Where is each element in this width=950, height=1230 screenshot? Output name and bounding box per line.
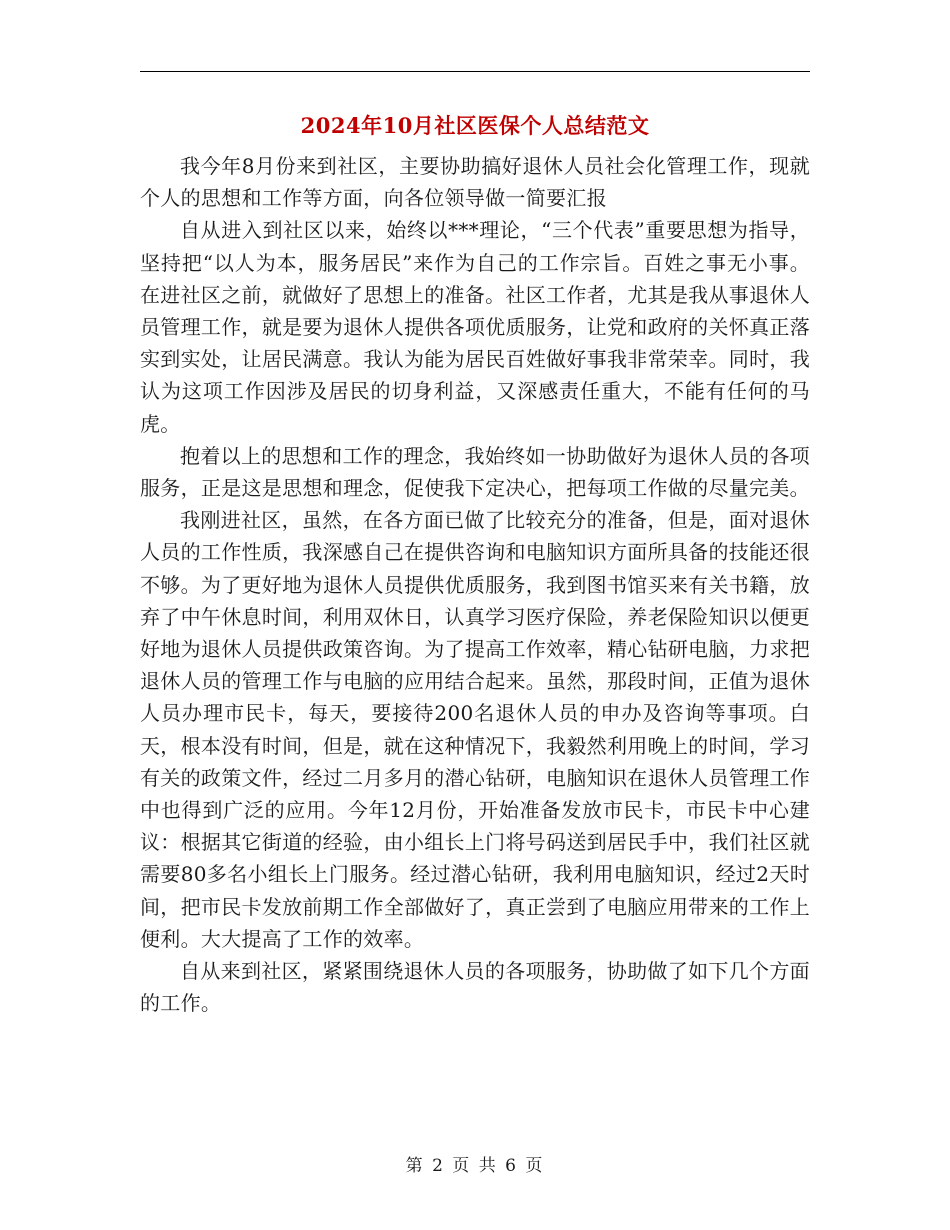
paragraph-3: 抱着以上的思想和工作的理念，我始终如一协助做好为退休人员的各项服务，正是这是思想和理念，促使我下定决心，把每项工作做的尽量完美。 <box>140 443 810 501</box>
paragraph-5: 自从来到社区，紧紧围绕退休人员的各项服务，协助做了如下几个方面的工作。 <box>140 959 810 1016</box>
document-title: 2024年10月社区医保个人总结范文 <box>300 113 650 138</box>
document-body <box>140 150 810 1019</box>
paragraph-2: 自从进入到社区以来，始终以***理论，“三个代表”重要思想为指导，坚持把“以人为本，服务居民”来作为自己的工作宗旨。百姓之事无小事。在进社区之前，就做好了思想上的准备。社区工作者，尤其是我从事退休人员管理工作，就是要为退休人提供各项优质服务，让党和政府的关怀真正落实到实处，让居民满意。我认为能为居民百姓做好事我非常荣幸。同时，我认为这项工作因涉及居民的切身利益，又深感责任重大，不能有任何的马虎。 <box>140 218 810 436</box>
paragraph-4: 我刚进社区，虽然，在各方面已做了比较充分的准备，但是，面对退休人员的工作性质，我深感自己在提供咨询和电脑知识方面所具备的技能还很不够。为了更好地为退休人员提供优质服务，我到图书馆买来有关书籍，放弃了中午休息时间，利用双休日，认真学习医疗保险，养老保险知识以便更好地为退休人员提供政策咨询。为了提高工作效率，精心钻研电脑，力求把退休人员的管理工作与电脑的应用结合起来。虽然，那段时间，正值为退休人员办理市民卡，每天，要接待200名退休人员的申办及咨询等事项。白天，根本没有时间，但是，就在这种情况下，我毅然利用晚上的时间，学习有关的政策文件，经过二月多月的潜心钻研，电脑知识在退休人员管理工作中也得到广泛的应用。今年12月份，开始准备发放市民卡，市民卡中心建议：根据其它街道的经验，由小组长上门将号码送到居民手中，我们社区就需要80多名小组长上门服务。经过潜心钻研，我利用电脑知识，经过2天时间，把市民卡发放前期工作全部做好了，真正尝到了电脑应用带来的工作上便利。大大提高了工作的效率。 <box>140 508 810 951</box>
page-number-footer: 第 2 页 共 6 页 <box>405 1156 545 1176</box>
paragraph-1: 我今年8月份来到社区，主要协助搞好退休人员社会化管理工作，现就个人的思想和工作等方面，向各位领导做一简要汇报 <box>140 154 810 211</box>
header-rule <box>140 71 810 72</box>
